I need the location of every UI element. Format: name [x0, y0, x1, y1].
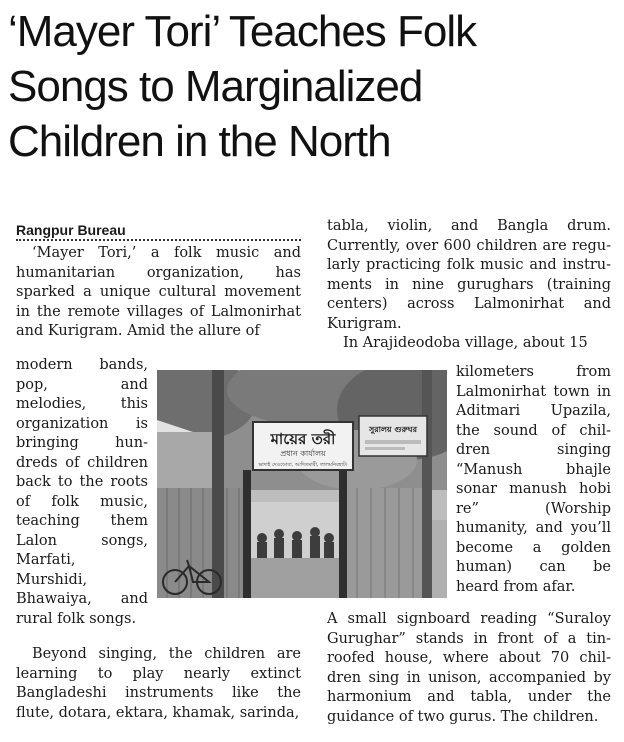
headline-line-2: Songs to Marginalized	[8, 62, 423, 111]
paragraph-intro-continued: modern bands, pop, and melodies, this organization is bringing hundreds of children back to the roots of folk music, teaching them Lalon songs, Marfati, Murshidi, Bhawaiya, and rural folk songs.	[16, 357, 148, 627]
column-1-top	[16, 244, 301, 342]
paragraph-intro: ‘Mayer Tori,’ a folk music and humanitarian organization, has sparked a unique cultural movement in the remote villages of Lalmonirhat and Kurigram. Amid the allure of	[16, 245, 301, 339]
headline-line-1: ‘Mayer Tori’ Teaches Folk	[8, 7, 477, 56]
sign-side-text: সুরালয় গুরুঘর	[368, 425, 418, 434]
headline-line-3: Children in the North	[8, 117, 391, 166]
headline	[8, 4, 618, 169]
sign-sub-text: প্রধান কার্যালয়	[280, 449, 326, 458]
article-photo	[157, 370, 447, 598]
column-2-top	[327, 217, 611, 354]
paragraph-instruments: Beyond singing, the children are learning to play nearly extinct Bangladeshi instruments like the flute, dotara, ektara, khamak, sarinda,	[16, 646, 301, 721]
column-2-narrow	[456, 363, 611, 597]
sign-main-text: মায়ের তরী	[270, 430, 336, 448]
paragraph-village-continued: kilometers from Lalmonirhat town in Aditmari Upazila, the sound of children singing “Manush bhajle sonar manush hobi re” (Worship humanity, and you’ll become a golden human) can be heard from afar.	[456, 364, 611, 595]
column-1-narrow	[16, 356, 148, 629]
paragraph-instruments-continued: tabla, violin, and Bangla drum. Currently, over 600 children are regularly practicing folk music and instruments in nine gurughars (training centers) across Lalmonirhat and Kurigram.	[327, 218, 611, 332]
photo-gurughar-scene	[157, 370, 447, 598]
byline: Rangpur Bureau	[16, 221, 301, 241]
column-1-bottom	[16, 645, 301, 723]
sign-small-text: ভাদাই দেওডোবা, আদিতমারী, লালমনিরহাট।	[258, 462, 348, 468]
paragraph-signboard: A small signboard reading “Suraloy Gurughar” stands in front of a tin-roofed house, where about 70 children sing in unison, accompanied by harmonium and tabla, under the guidance of two gurus. The children.	[327, 611, 611, 725]
column-2-bottom	[327, 610, 611, 727]
paragraph-village: In Arajideodoba village, about 15	[343, 335, 588, 351]
